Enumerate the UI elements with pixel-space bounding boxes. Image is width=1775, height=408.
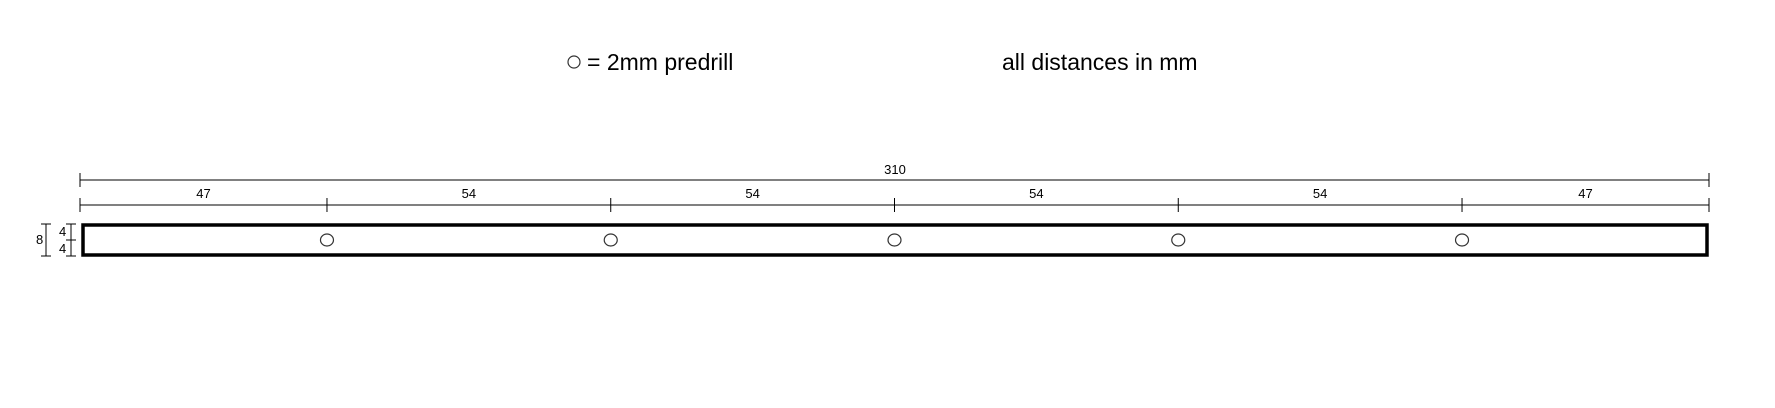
chain-dimension-label: 54 [461, 186, 477, 201]
units-note: all distances in mm [1002, 49, 1198, 75]
predrill-hole-icon [1456, 234, 1469, 246]
legend-hole-symbol-icon [568, 56, 580, 68]
height-dimensions [36, 224, 76, 256]
chain-dimension-label: 54 [1029, 186, 1044, 201]
predrill-hole-icon [604, 234, 617, 246]
overall-dimension [80, 162, 1709, 187]
half-height-label-top: 4 [59, 224, 67, 239]
half-height-label-bottom: 4 [59, 241, 67, 256]
chain-dimension-label: 54 [745, 186, 760, 201]
predrill-hole-icon [320, 234, 333, 246]
chain-dimension-label: 47 [1578, 186, 1593, 201]
overall-dimension-label: 310 [884, 162, 906, 177]
legend-predrill-text: = 2mm predrill [587, 49, 734, 75]
chain-dimension-label: 47 [196, 186, 211, 201]
chain-dimension-label: 54 [1312, 186, 1328, 201]
hole-spacing-dimensions [80, 186, 1709, 212]
predrill-hole-icon [1172, 234, 1185, 246]
predrill-hole-icon [888, 234, 901, 246]
height-dimension-label: 8 [36, 232, 44, 247]
